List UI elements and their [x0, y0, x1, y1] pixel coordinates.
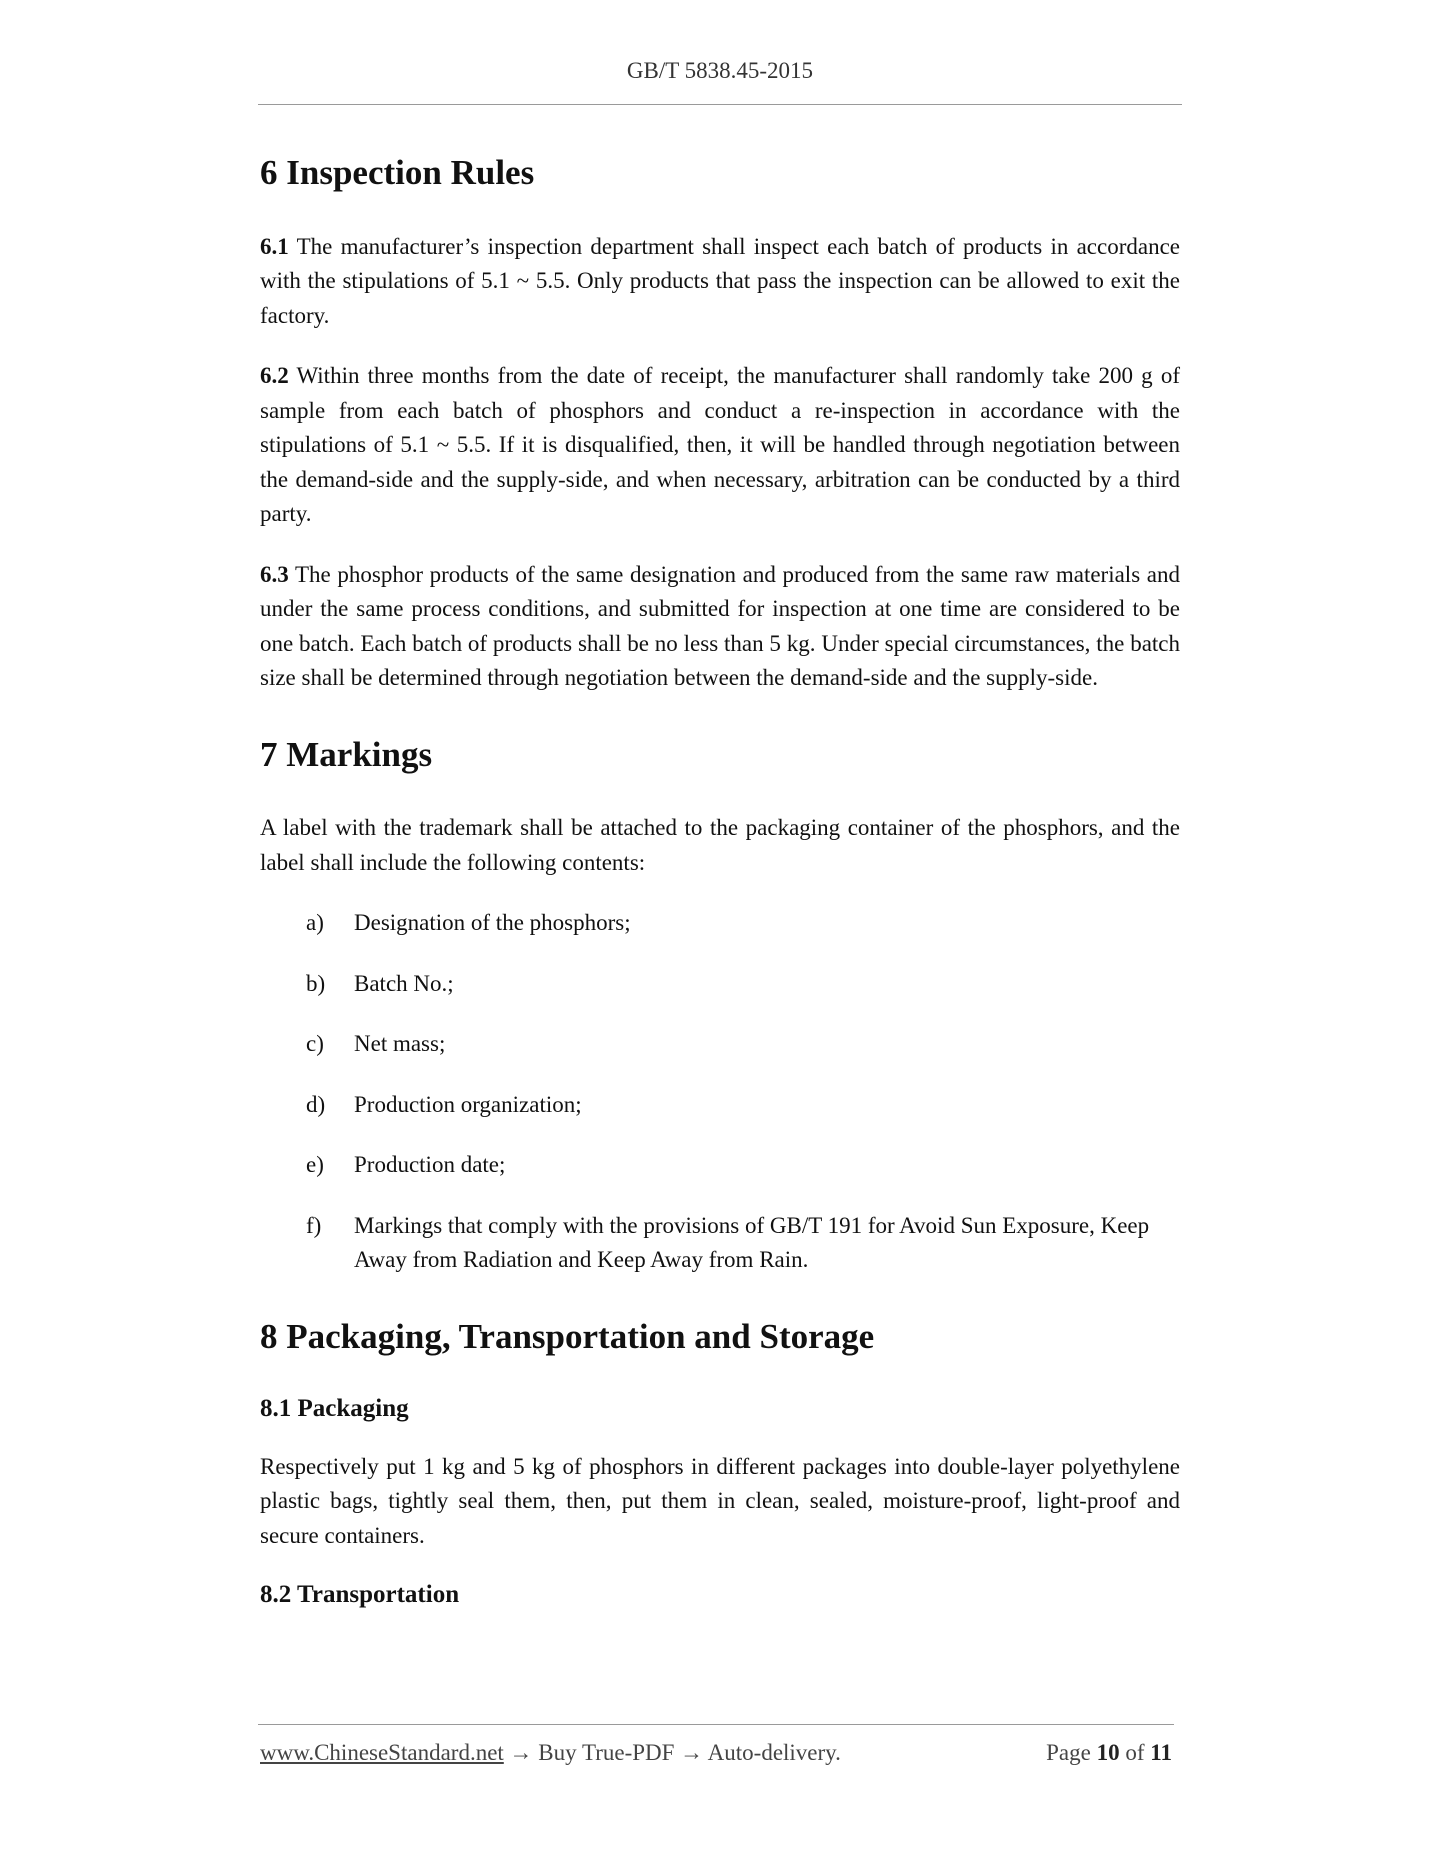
footer-divider: [258, 1724, 1174, 1725]
markings-list: [260, 906, 1180, 1278]
clause-6-3-number: 6.3: [260, 561, 289, 587]
page-indicator: [1046, 1740, 1172, 1766]
list-item: [306, 1148, 1180, 1183]
clause-6-1-text: The manufacturer’s inspection department shall inspect each batch of products in accordance with the stipulations of 5.1 ~ 5.5. Only products that pass the inspection can be allowed to exit the factory.: [260, 233, 1180, 328]
clause-6-2-text: Within three months from the date of receipt, the manufacturer shall randomly take 200 g of sample from each batch of phosphors and conduct a re-inspection in accordance with the stipulations of 5.1 ~ 5.5. If it is disqualified, then, it will be handled through negotiation between the demand-side and the supply-side, and when necessary, arbitration can be conducted by a third party.: [260, 363, 1180, 526]
list-marker: f): [306, 1212, 322, 1238]
header-divider: [258, 104, 1182, 105]
clause-6-2-number: 6.2: [260, 363, 289, 388]
page-label: Page: [1046, 1740, 1097, 1765]
list-marker: c): [306, 1031, 324, 1056]
section-8-heading: 8 Packaging, Transportation and Storage: [260, 1316, 875, 1356]
list-item-text: Designation of the phosphors;: [354, 910, 631, 935]
clause-6-1-number: 6.1: [260, 233, 289, 259]
section-7-intro: A label with the trademark shall be attached to the packaging container of the phosphors, and the label shall include the following contents:: [260, 815, 1180, 875]
list-item: [306, 906, 1180, 941]
clause-6-3-text: The phosphor products of the same designation and produced from the same raw materials and under the same process conditions, and submitted for inspection at one time are considered to be one batch. Each batch of products shall be no less than 5 kg. Under special circumstances, the batch size shall be determined through negotiation between the demand-side and the supply-side.: [260, 561, 1180, 690]
document-body: [260, 150, 1180, 1636]
list-marker: a): [306, 910, 324, 935]
page-footer: [260, 1740, 1172, 1766]
current-page-number: 10: [1096, 1740, 1120, 1765]
list-item-text: Batch No.;: [354, 970, 454, 996]
list-marker: e): [306, 1152, 324, 1177]
list-item-text: Net mass;: [354, 1031, 446, 1056]
subsection-8-2-heading: 8.2 Transportation: [260, 1581, 460, 1608]
list-item-text: Production organization;: [354, 1091, 582, 1117]
website-link[interactable]: www.ChineseStandard.net: [260, 1740, 504, 1765]
section-6-heading: 6 Inspection Rules: [260, 153, 535, 192]
total-pages-number: 11: [1150, 1740, 1172, 1765]
clause-6-1: [260, 230, 1180, 334]
subsection-8-1-text: Respectively put 1 kg and 5 kg of phosphors in different packages into double-layer polyethylene plastic bags, tightly seal them, then, put them in clean, sealed, moisture-proof, light-proof and secure containers.: [260, 1453, 1180, 1548]
list-item: [306, 1027, 1180, 1062]
list-marker: d): [306, 1091, 326, 1117]
subsection-8-1-heading: 8.1 Packaging: [260, 1395, 409, 1422]
footer-promo: [260, 1740, 841, 1766]
list-item-text: Markings that comply with the provisions of GB/T 191 for Avoid Sun Exposure, Keep Away from Radiation and Keep Away from Rain.: [354, 1212, 1150, 1272]
list-item: [306, 967, 1180, 1002]
clause-6-2: [260, 359, 1180, 532]
of-label: of: [1119, 1740, 1151, 1765]
footer-promo-text: → Buy True-PDF → Auto-delivery.: [503, 1740, 841, 1765]
list-marker: b): [306, 970, 326, 996]
page-header: GB/T 5838.45-2015: [626, 58, 814, 83]
list-item: [306, 1088, 1180, 1123]
list-item-text: Production date;: [354, 1152, 506, 1177]
clause-6-3: [260, 558, 1180, 696]
list-item: [306, 1209, 1180, 1278]
section-7-heading: 7 Markings: [260, 734, 433, 774]
